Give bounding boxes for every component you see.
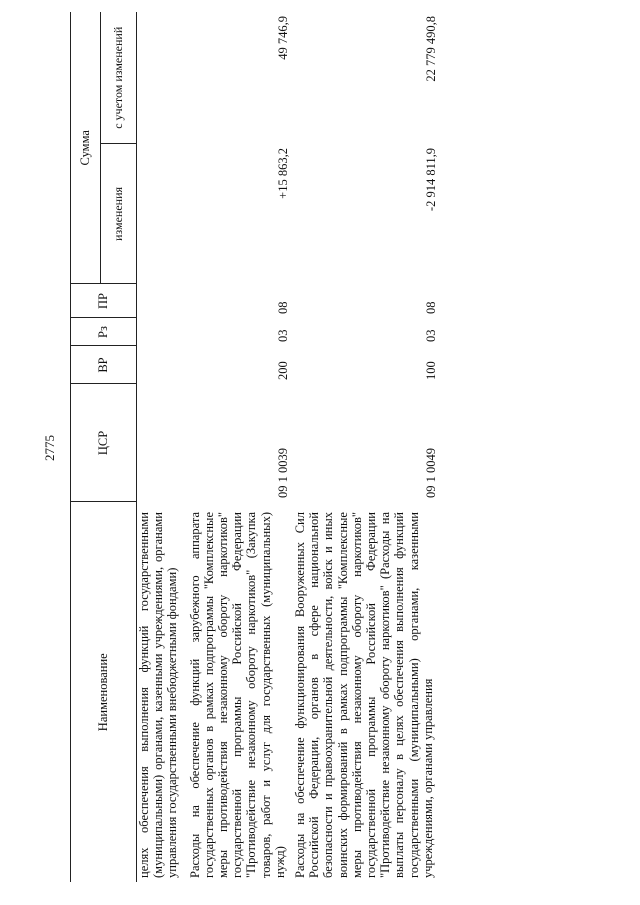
row-change <box>137 144 186 284</box>
header-vr: ВР <box>71 346 137 384</box>
row-csr: 09 1 0049 <box>424 448 439 498</box>
row-pr <box>137 284 186 318</box>
header-rz: Рз <box>71 318 137 346</box>
row-csr <box>137 384 186 502</box>
row-name: Расходы на обеспечение функционирования Вооруженных Сил Российской Федерации, органов в сфере национальной безопасности и правоохранительной деятельности, войск и иных воинских формирований в рамках подпрограммы "Комплексные меры противодействия незаконному обороту наркотиков" государственной программы Российской Федерации "Противодействие незаконному обороту наркотиков" (Расходы на выплаты персоналу в целях обеспечения выполнения функций государственными (муниципальными) органами, казенными учреждениями, органами управления <box>293 512 435 878</box>
row-change: -2 914 811,9 <box>424 148 439 212</box>
header-csr: ЦСР <box>71 384 137 502</box>
header-name: Наименование <box>71 502 137 882</box>
table-row <box>137 12 186 882</box>
row-total <box>137 12 186 144</box>
header-pr: ПР <box>71 284 137 318</box>
row-name: целях обеспечения выполнения функций государственными (муниципальными) органами, казенными учреждениями, органами управления государственными внебюджетными фондами) <box>137 512 180 878</box>
row-csr: 09 1 0039 <box>276 448 291 498</box>
row-vr: 100 <box>424 361 439 380</box>
row-change: +15 863,2 <box>276 148 291 199</box>
row-rz: 03 <box>276 329 291 342</box>
row-pr: 08 <box>276 301 291 314</box>
header-sum: Сумма <box>71 12 101 284</box>
page-number: 2775 <box>42 435 57 461</box>
row-name: Расходы на обеспечение функций зарубежного аппарата государственных органов в рамках подпрограммы "Комплексные меры противодействия незаконному обороту наркотиков" государственной программы Российской Федерации "Противодействие незаконному обороту наркотиков" (Закупка товаров, работ и услуг для государственных (муниципальных) нужд) <box>187 512 287 878</box>
row-total: 22 779 490,8 <box>424 16 439 82</box>
table-row <box>291 12 439 882</box>
header-with-change: с учетом изменений <box>101 12 137 144</box>
budget-table <box>70 12 439 882</box>
table-row <box>186 12 291 882</box>
row-rz <box>137 318 186 346</box>
header-change: изменения <box>101 144 137 284</box>
budget-table-page <box>70 12 600 882</box>
row-total: 49 746,9 <box>276 16 291 60</box>
row-vr: 200 <box>276 361 291 380</box>
row-pr: 08 <box>424 301 439 314</box>
row-vr <box>137 346 186 384</box>
row-rz: 03 <box>424 329 439 342</box>
